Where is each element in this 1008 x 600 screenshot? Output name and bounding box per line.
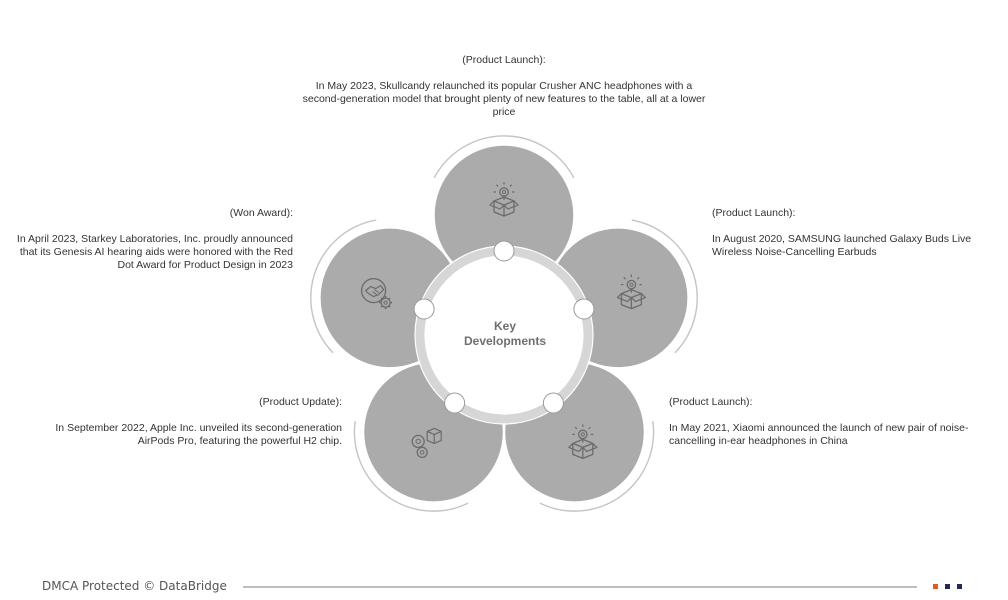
ring-node-lower-right xyxy=(543,393,563,413)
development-heading: (Product Launch): xyxy=(669,396,753,408)
center-title-line1: Key xyxy=(493,319,516,333)
development-text: In August 2020, SAMSUNG launched Galaxy Buds Live Wireless Noise-Cancelling Earbuds xyxy=(712,233,972,258)
center-title xyxy=(440,319,570,349)
development-heading: (Won Award): xyxy=(229,207,293,219)
footer-divider xyxy=(243,586,917,588)
ring-node-upper-left xyxy=(414,299,434,319)
ring-node-upper-right xyxy=(574,299,594,319)
ring-node-top xyxy=(494,241,514,261)
footer-square-navy-2 xyxy=(957,584,962,589)
development-heading: (Product Launch): xyxy=(462,54,546,66)
ring-node-lower-left xyxy=(445,393,465,413)
development-text: In April 2023, Starkey Laboratories, Inc. proudly announced that its Genesis AI hearing aids were honored with the Red Dot Award for Product Design in 2023 xyxy=(16,233,293,271)
development-text: In May 2021, Xiaomi announced the launch of new pair of noise-cancelling in-ear headphones in China xyxy=(669,422,969,447)
footer-copyright: DMCA Protected © DataBridge xyxy=(42,579,227,593)
footer-square-navy-1 xyxy=(945,584,950,589)
footer-square-red xyxy=(933,584,938,589)
development-text: In September 2022, Apple Inc. unveiled its second-generation AirPods Pro, featuring the powerful H2 chip. xyxy=(55,422,342,447)
development-heading: (Product Launch): xyxy=(712,207,796,219)
development-heading: (Product Update): xyxy=(259,396,342,408)
development-text: In May 2023, Skullcandy relaunched its popular Crusher ANC headphones with a second-generation model that brought plenty of new features to the table, all at a lower price xyxy=(302,80,706,118)
center-title-line2: Developments xyxy=(463,334,547,348)
